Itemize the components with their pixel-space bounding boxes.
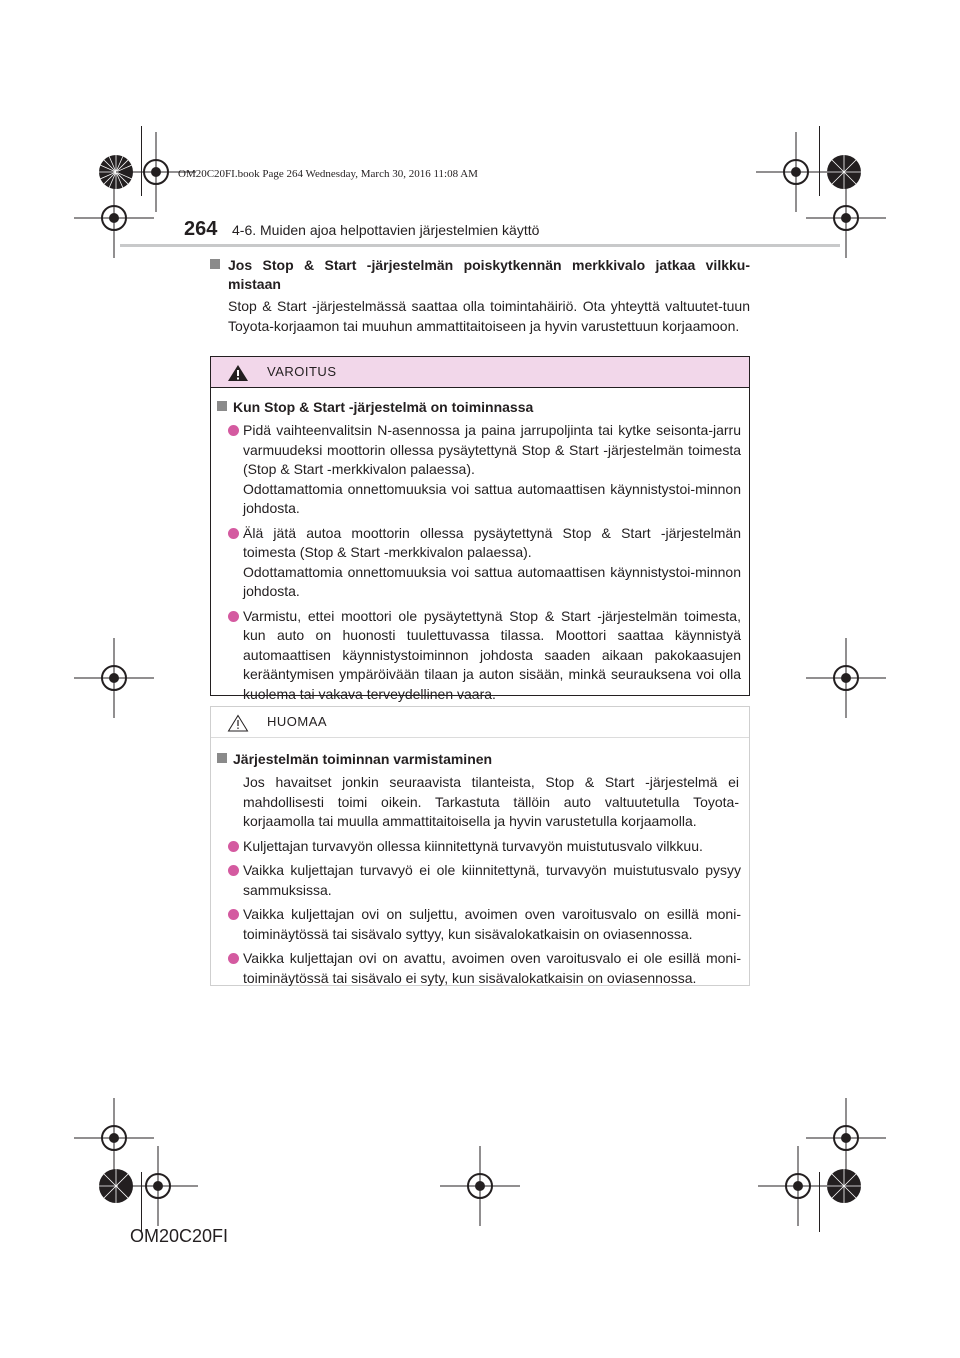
warning-bullet: Varmistu, ettei moottori ole pysäytettynä Stop & Start -järjestelmän toimesta, kun auto on huonosti tuulettuvassa tilassa. Moottori saattaa käynnistyä automaattisen käynnistystoiminnon johdosta saaden aikaan pakokaasujen kerääntymisen ympäröivään tilaan ja auton sisään, minkä seurauksena voi olla kuolema tai vakava terveydellinen vaara. (217, 607, 741, 705)
notice-intro: Jos havaitset jonkin seuraavista tilanteista, Stop & Start -järjestelmä ei mahdollisesti toimi oikein. Tarkastuta tällöin auto valtuutetulla Toyota-korjaamolla tai muulla ammattitaitoisella ja hyvin varustetulla korjaamolla. (243, 774, 739, 829)
warning-label: VAROITUS (267, 364, 337, 379)
notice-bullet: Vaikka kuljettajan ovi on avattu, avoimen oven varoitusvalo ei ole esillä moni-toiminäytössä tai sisävalo ei syty, kun sisävalokatkaisin on oviasennossa. (217, 949, 741, 988)
registration-mark-crosshair-icon (806, 638, 886, 718)
square-bullet-icon (217, 401, 227, 411)
warning-bullet: Pidä vaihteenvalitsin N-asennossa ja paina jarrupoljinta tai kytke seisonta-jarru varmuudeksi moottorin ollessa pysäytettynä Stop & Start -järjestelmän toimesta (Stop & Start -merkkivalon palaessa). Odottamattomia onnettomuuksia voi sattua automaattisen käynnistystoi-minnon johdosta. (217, 421, 741, 519)
round-bullet-icon (228, 611, 239, 622)
registration-mark-starburst-icon (804, 1146, 884, 1226)
section-title: 4-6. Muiden ajoa helpottavien järjestelmien käyttö (232, 222, 540, 238)
crop-line (141, 1172, 142, 1232)
warning-heading: Kun Stop & Start -järjestelmä on toiminnassa (217, 398, 741, 417)
warning-bullet: Älä jätä autoa moottorin ollessa pysäytettynä Stop & Start -järjestelmän toimesta (Stop & Start -merkkivalon palaessa). Odottamattomia onnettomuuksia voi sattua automaattisen käynnistystoi-minnon johdosta. (217, 524, 741, 602)
notice-header (211, 707, 749, 738)
square-bullet-icon (217, 753, 227, 763)
header-rule (120, 244, 840, 247)
footer-code: OM20C20FI (130, 1226, 229, 1246)
round-bullet-icon (228, 528, 239, 539)
registration-mark-crosshair-icon (440, 1146, 520, 1226)
warning-header (211, 357, 749, 388)
notice-box (210, 706, 750, 986)
notice-label: HUOMAA (267, 714, 328, 729)
page-number: 264 (184, 218, 218, 240)
registration-mark-crosshair-icon (74, 638, 154, 718)
intro-section (210, 256, 750, 336)
book-info-line: OM20C20FI.book Page 264 Wednesday, March 30, 2016 11:08 AM (178, 168, 478, 180)
crop-line (141, 126, 142, 196)
crop-line (819, 126, 820, 196)
notice-bullet: Vaikka kuljettajan ovi on suljettu, avoimen oven varoitusvalo on esillä moni-toiminäytössä tai sisävalo syttyy, kun sisävalokatkaisin on oviasennossa. (217, 905, 741, 944)
crop-line (819, 1172, 820, 1232)
warning-body (211, 388, 749, 704)
square-bullet-icon (210, 259, 220, 269)
round-bullet-icon (228, 841, 239, 852)
round-bullet-icon (228, 953, 239, 964)
notice-bullet: Vaikka kuljettajan turvavyö ei ole kiinnitettynä, turvavyön muistutusvalo pysyy sammuksissa. (217, 861, 741, 900)
notice-heading: Järjestelmän toiminnan varmistaminen (217, 750, 741, 769)
notice-triangle-icon (227, 714, 249, 732)
intro-heading: Jos Stop & Start -järjestelmän poiskytkennän merkkivalo jatkaa vilkku-mistaan (210, 256, 750, 294)
round-bullet-icon (228, 865, 239, 876)
intro-text: Stop & Start -järjestelmässä saattaa olla toimintahäiriö. Ota yhteyttä valtuutet-tuun Toyota-korjaamon tai muuhun ammattitaitoiseen ja hyvin varustettuun korjaamoon. (228, 298, 750, 334)
notice-bullet: Kuljettajan turvavyön ollessa kiinnitettynä turvavyön muistutusvalo vilkkuu. (217, 837, 741, 857)
registration-mark-crosshair-icon (118, 1146, 198, 1226)
round-bullet-icon (228, 909, 239, 920)
notice-body (211, 738, 749, 988)
warning-triangle-icon (227, 364, 249, 382)
warning-box (210, 356, 750, 702)
round-bullet-icon (228, 425, 239, 436)
